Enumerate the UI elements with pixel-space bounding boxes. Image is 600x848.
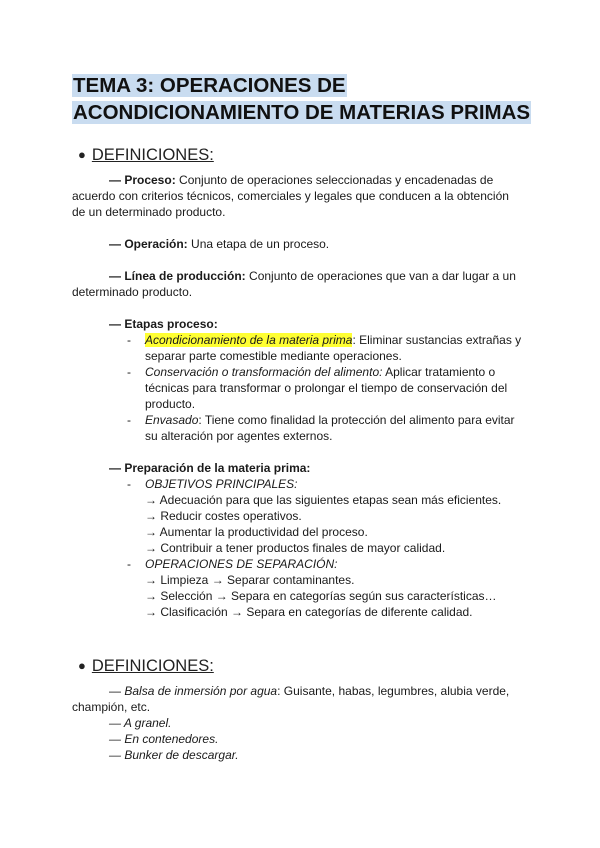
list-item: — En contenedores. (109, 732, 219, 746)
bullet-icon: ● (78, 147, 86, 162)
section-heading-definiciones-1 (78, 145, 214, 166)
list-item (72, 332, 527, 364)
title-line-2: ACONDICIONAMIENTO DE MATERIAS PRIMAS (73, 101, 531, 124)
italic-term: Balsa de inmersión por agua (124, 684, 278, 698)
etapas-list (72, 332, 527, 444)
operacion-item: → Selección → Separa en categorías según sus características… (145, 589, 497, 603)
term-linea: — Línea de producción: (109, 269, 246, 283)
preparacion-list (72, 476, 527, 492)
definition-balsa (72, 683, 527, 763)
linea-line-1: Conjunto de operaciones que van a dar lugar a un (245, 269, 516, 283)
objetivo-item: → Reducir costes operativos. (145, 509, 302, 523)
proceso-line-3: de un determinado producto. (72, 205, 226, 219)
section-heading-definiciones-2 (78, 656, 214, 677)
objetivo-item: → Contribuir a tener productos finales de mayor calidad. (145, 541, 446, 555)
bullet-icon: ● (78, 658, 86, 673)
objetivos-label: OBJETIVOS PRINCIPALES: (145, 477, 298, 491)
objetivo-item: → Aumentar la productividad del proceso. (145, 525, 368, 539)
dash-marker: - (127, 365, 131, 379)
definition-operacion (72, 236, 527, 252)
term-proceso: — Proceso: (109, 173, 176, 187)
document-title (72, 72, 532, 126)
section-heading-text: DEFINICIONES: (91, 657, 214, 675)
term-preparacion: — Preparación de la materia prima: (109, 461, 311, 475)
linea-line-2: determinado producto. (72, 285, 193, 299)
definition-etapas (72, 316, 527, 444)
operaciones-list (72, 556, 527, 572)
term-etapas: — Etapas proceso: (109, 317, 218, 331)
dash-marker: - (127, 477, 131, 491)
list-item (72, 364, 527, 412)
item-text: separar parte comestible mediante operaciones. (145, 349, 402, 363)
item-text: producto. (145, 397, 196, 411)
dash-marker: - (127, 413, 131, 427)
item-text: Aplicar tratamiento o (382, 365, 496, 379)
objetivo-item: → Adecuación para que las siguientes etapas sean más eficientes. (145, 493, 502, 507)
operacion-item: → Limpieza → Separar contaminantes. (145, 573, 355, 587)
operaciones-label: OPERACIONES DE SEPARACIÓN: (145, 557, 338, 571)
balsa-line-2: champión, etc. (72, 700, 151, 714)
section-heading-text: DEFINICIONES: (91, 146, 214, 164)
item-text: : Tiene como finalidad la protección del alimento para evitar (198, 413, 515, 427)
definition-preparacion (72, 460, 527, 620)
item-text: técnicas para transformar o prolongar el tiempo de conservación del (145, 381, 508, 395)
proceso-line-1: Conjunto de operaciones seleccionadas y encadenadas de (175, 173, 494, 187)
operacion-text: Una etapa de un proceso. (187, 237, 330, 251)
highlighted-term: Acondicionamiento de la materia prima (145, 333, 353, 347)
operacion-item: → Clasificación → Separa en categorías de diferente calidad. (145, 605, 473, 619)
term-operacion: — Operación: (109, 237, 188, 251)
item-text: : Eliminar sustancias extrañas y (352, 333, 522, 347)
item-text: su alteración por agentes externos. (145, 429, 333, 443)
dash-prefix: — (109, 684, 125, 698)
definition-proceso (72, 172, 527, 220)
definition-linea-produccion (72, 268, 527, 300)
list-item (72, 476, 527, 492)
list-item (72, 556, 527, 572)
dash-marker: - (127, 333, 131, 347)
balsa-line-1: : Guisante, habas, legumbres, alubia verde, (277, 684, 510, 698)
italic-term: Conservación o transformación del alimento: (145, 365, 383, 379)
dash-marker: - (127, 557, 131, 571)
list-item (72, 412, 527, 444)
italic-term: Envasado (145, 413, 199, 427)
proceso-line-2: acuerdo con criterios técnicos, comerciales y legales que conducen a la obtención (72, 189, 509, 203)
title-line-1: TEMA 3: OPERACIONES DE (73, 74, 346, 97)
list-item: — A granel. (109, 716, 172, 730)
list-item: — Bunker de descargar. (109, 748, 239, 762)
